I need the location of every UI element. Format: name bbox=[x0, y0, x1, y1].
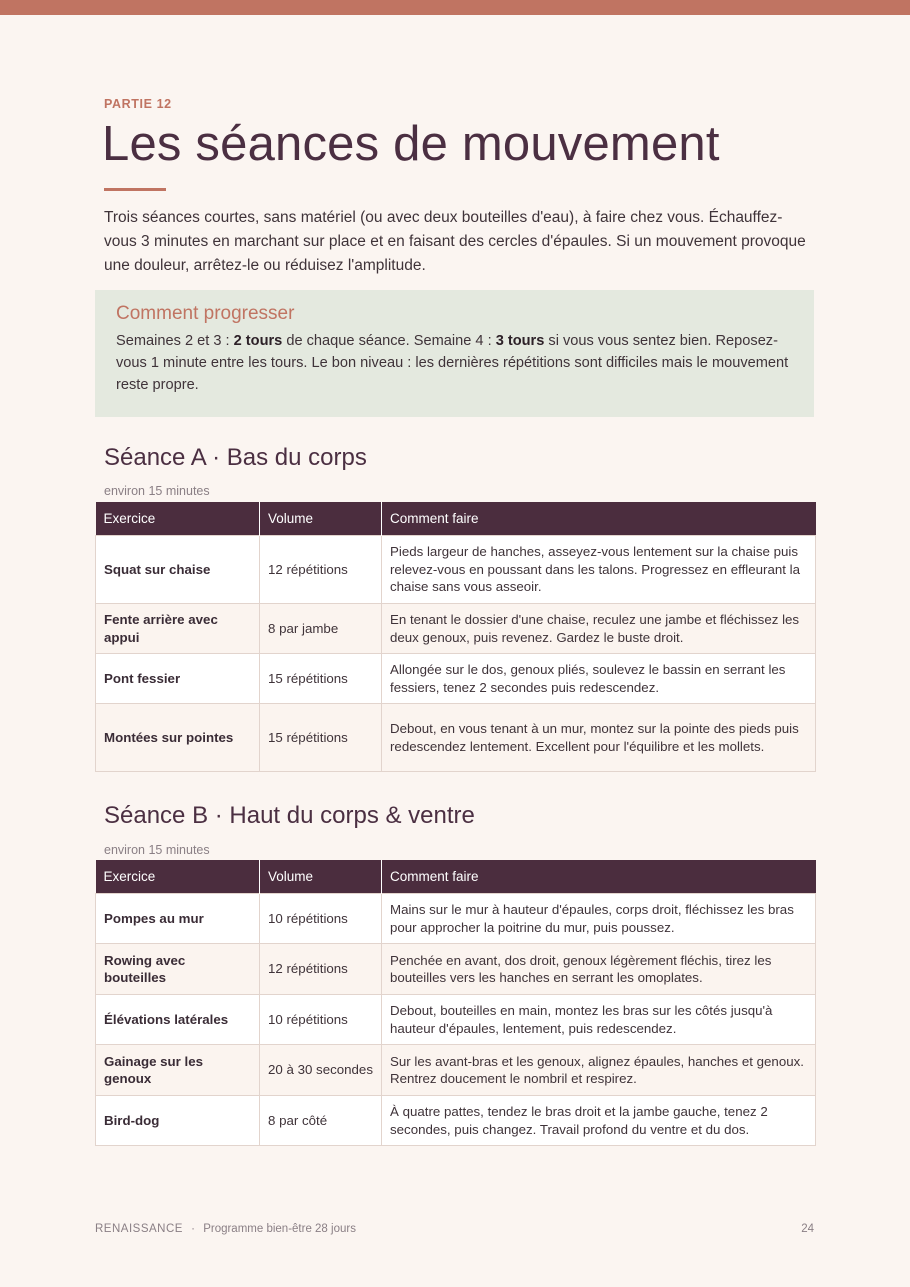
table-row bbox=[96, 704, 816, 772]
column-header-volume: Volume bbox=[260, 860, 382, 894]
table-header-row bbox=[96, 860, 816, 894]
exercise-instructions: Debout, en vous tenant à un mur, montez sur la pointe des pieds puis redescendez lentement. Excellent pour l'équilibre et les mollets. bbox=[382, 704, 816, 772]
session-b-duration: environ 15 minutes bbox=[104, 843, 210, 857]
exercise-instructions: Allongée sur le dos, genoux pliés, soulevez le bassin en serrant les fessiers, tenez 2 secondes puis redescendez. bbox=[382, 654, 816, 704]
column-header-volume: Volume bbox=[260, 502, 382, 536]
page-title: Les séances de mouvement bbox=[102, 117, 720, 171]
table-row bbox=[96, 1096, 816, 1146]
exercise-instructions: À quatre pattes, tendez le bras droit et la jambe gauche, tenez 2 secondes, puis changez. Travail profond du ventre et du dos. bbox=[382, 1096, 816, 1146]
table-row bbox=[96, 894, 816, 944]
progression-tip-box bbox=[95, 290, 814, 417]
exercise-name: Pont fessier bbox=[96, 654, 260, 704]
exercise-instructions: Sur les avant-bras et les genoux, alignez épaules, hanches et genoux. Rentrez doucement le nombril et respirez. bbox=[382, 1045, 816, 1096]
footer-left bbox=[95, 1223, 356, 1235]
tip-title: Comment progresser bbox=[116, 303, 295, 324]
exercise-volume: 12 répétitions bbox=[260, 536, 382, 604]
session-a-title: Séance A · Bas du corps bbox=[104, 444, 367, 471]
exercise-name: Squat sur chaise bbox=[96, 536, 260, 604]
table-header-row bbox=[96, 502, 816, 536]
exercise-instructions: Debout, bouteilles en main, montez les bras sur les côtés jusqu'à hauteur d'épaules, lentement, puis redescendez. bbox=[382, 995, 816, 1045]
table-row bbox=[96, 944, 816, 995]
footer-program: Programme bien-être 28 jours bbox=[203, 1223, 356, 1235]
exercise-volume: 10 répétitions bbox=[260, 894, 382, 944]
exercise-volume: 12 répétitions bbox=[260, 944, 382, 995]
exercise-name: Bird-dog bbox=[96, 1096, 260, 1146]
title-underline bbox=[104, 188, 166, 191]
exercise-instructions: Pieds largeur de hanches, asseyez-vous lentement sur la chaise puis relevez-vous en poussant dans les talons. Progressez en effleurant la chaise sans vous asseoir. bbox=[382, 536, 816, 604]
exercise-name: Fente arrière avec appui bbox=[96, 604, 260, 654]
page-number: 24 bbox=[801, 1223, 814, 1235]
session-a-table bbox=[95, 502, 816, 772]
table-row bbox=[96, 536, 816, 604]
exercise-volume: 15 répétitions bbox=[260, 654, 382, 704]
session-a-duration: environ 15 minutes bbox=[104, 484, 210, 498]
exercise-name: Gainage sur les genoux bbox=[96, 1045, 260, 1096]
tip-text: Semaines 2 et 3 : 2 tours de chaque séance. Semaine 4 : 3 tours si vous vous sentez bien. Reposez-vous 1 minute entre les tours. Le bon niveau : les dernières répétitions sont difficiles mais le mouvement reste propre. bbox=[116, 333, 789, 393]
footer-separator: · bbox=[191, 1223, 195, 1235]
intro-paragraph: Trois séances courtes, sans matériel (ou avec deux bouteilles d'eau), à faire chez vous. Échauffez-vous 3 minutes en marchant sur place et en faisant des cercles d'épaules. Si un mouvement provoque une douleur, arrêtez-le ou réduisez l'amplitude. bbox=[104, 209, 806, 274]
table-row bbox=[96, 995, 816, 1045]
table-row bbox=[96, 1045, 816, 1096]
part-label: PARTIE 12 bbox=[104, 97, 172, 111]
exercise-name: Rowing avec bouteilles bbox=[96, 944, 260, 995]
footer-brand: RENAISSANCE bbox=[95, 1223, 183, 1235]
exercise-volume: 15 répétitions bbox=[260, 704, 382, 772]
exercise-volume: 8 par côté bbox=[260, 1096, 382, 1146]
column-header-exercice: Exercice bbox=[96, 860, 260, 894]
exercise-instructions: En tenant le dossier d'une chaise, reculez une jambe et fléchissez les deux genoux, puis revenez. Gardez le buste droit. bbox=[382, 604, 816, 654]
exercise-name: Pompes au mur bbox=[96, 894, 260, 944]
session-b-title: Séance B · Haut du corps & ventre bbox=[104, 802, 475, 829]
exercise-name: Élévations latérales bbox=[96, 995, 260, 1045]
tip-bold-week-4: 3 tours bbox=[495, 333, 545, 349]
table-row bbox=[96, 654, 816, 704]
table-row bbox=[96, 604, 816, 654]
exercise-volume: 8 par jambe bbox=[260, 604, 382, 654]
column-header-comment-faire: Comment faire bbox=[382, 860, 816, 894]
top-accent-bar bbox=[0, 0, 910, 15]
column-header-exercice: Exercice bbox=[96, 502, 260, 536]
tip-bold-weeks-2-3: 2 tours bbox=[233, 333, 283, 349]
session-b-table bbox=[95, 860, 816, 1146]
exercise-instructions: Mains sur le mur à hauteur d'épaules, corps droit, fléchissez les bras pour approcher la poitrine du mur, puis poussez. bbox=[382, 894, 816, 944]
exercise-volume: 10 répétitions bbox=[260, 995, 382, 1045]
exercise-name: Montées sur pointes bbox=[96, 704, 260, 772]
exercise-instructions: Penchée en avant, dos droit, genoux légèrement fléchis, tirez les bouteilles vers les hanches en serrant les omoplates. bbox=[382, 944, 816, 995]
exercise-volume: 20 à 30 secondes bbox=[260, 1045, 382, 1096]
column-header-comment-faire: Comment faire bbox=[382, 502, 816, 536]
